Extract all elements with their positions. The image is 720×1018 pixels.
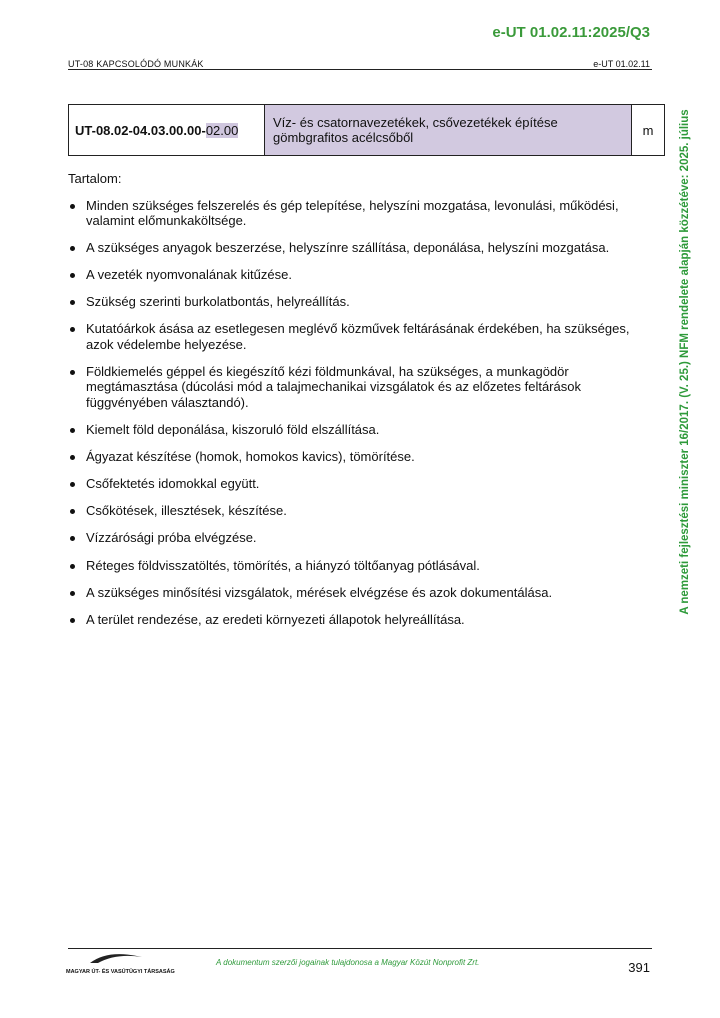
list-item: A szükséges minősítési vizsgálatok, mérések elvégzése és azok dokumentálása. <box>68 585 658 601</box>
item-code-suffix: 02.00 <box>205 122 239 138</box>
publication-note <box>676 92 694 632</box>
list-item: Földkiemelés géppel és kiegészítő kézi földmunkával, ha szükséges, a munkagödör megtámasztása (dúcolási mód a talajmechanikai vizsgálatok és az előzetes feltárások függvényében választandó). <box>68 364 658 411</box>
item-table <box>68 104 665 156</box>
logo-swoosh-icon <box>88 951 144 965</box>
header-divider <box>68 69 652 70</box>
item-row <box>69 105 665 156</box>
item-code <box>69 105 265 156</box>
copyright-note: A dokumentum szerzői jogainak tulajdonosa a Magyar Közút Nonprofit Zrt. <box>216 958 480 967</box>
document-code: e-UT 01.02.11:2025/Q3 <box>492 24 650 41</box>
list-item: Ágyazat készítése (homok, homokos kavics), tömörítése. <box>68 449 658 465</box>
logo-text: MAGYAR ÚT- ÉS VASÚTÜGYI TÁRSASÁG <box>66 969 175 975</box>
footer-divider <box>68 948 652 949</box>
list-item: Réteges földvisszatöltés, tömörítés, a hiányzó töltőanyag pótlásával. <box>68 558 658 574</box>
content-label: Tartalom: <box>68 171 122 186</box>
item-unit: m <box>632 105 665 156</box>
item-code-prefix: UT-08.02-04.03.00.00- <box>75 122 206 138</box>
list-item: Kutatóárkok ásása az esetlegesen meglévő közművek feltárásának érdekében, ha szükséges, azok védelembe helyezése. <box>68 321 658 352</box>
list-item: Minden szükséges felszerelés és gép telepítése, helyszíni mozgatása, levonulási, működési, valamint előmunkaköltsége. <box>68 198 658 229</box>
item-description <box>265 105 632 156</box>
list-item: A vezeték nyomvonalának kitűzése. <box>68 267 658 283</box>
content-section <box>68 171 658 639</box>
item-description-line1: Víz- és csatornavezetékek, csővezetékek építése <box>273 115 558 130</box>
section-title: UT-08 KAPCSOLÓDÓ MUNKÁK <box>68 59 204 69</box>
list-item: A szükséges anyagok beszerzése, helyszínre szállítása, deponálása, helyszíni mozgatása. <box>68 240 658 256</box>
page-number: 391 <box>628 960 650 975</box>
item-description-line2: gömbgrafitos acélcsőből <box>273 130 414 145</box>
list-item: Kiemelt föld deponálása, kiszoruló föld elszállítása. <box>68 422 658 438</box>
list-item: Vízzárósági próba elvégzése. <box>68 530 658 546</box>
list-item: Csőfektetés idomokkal együtt. <box>68 476 658 492</box>
publication-note-text: A nemzeti fejlesztési miniszter 16/2017. (V. 25.) NFM rendelete alapján közzétéve: 2025. július <box>679 109 691 615</box>
document-reference: e-UT 01.02.11 <box>593 59 650 69</box>
society-logo <box>66 951 175 975</box>
list-item: Szükség szerinti burkolatbontás, helyreállítás. <box>68 294 658 310</box>
list-item: Csőkötések, illesztések, készítése. <box>68 503 658 519</box>
content-list <box>68 198 658 628</box>
list-item: A terület rendezése, az eredeti környezeti állapotok helyreállítása. <box>68 612 658 628</box>
